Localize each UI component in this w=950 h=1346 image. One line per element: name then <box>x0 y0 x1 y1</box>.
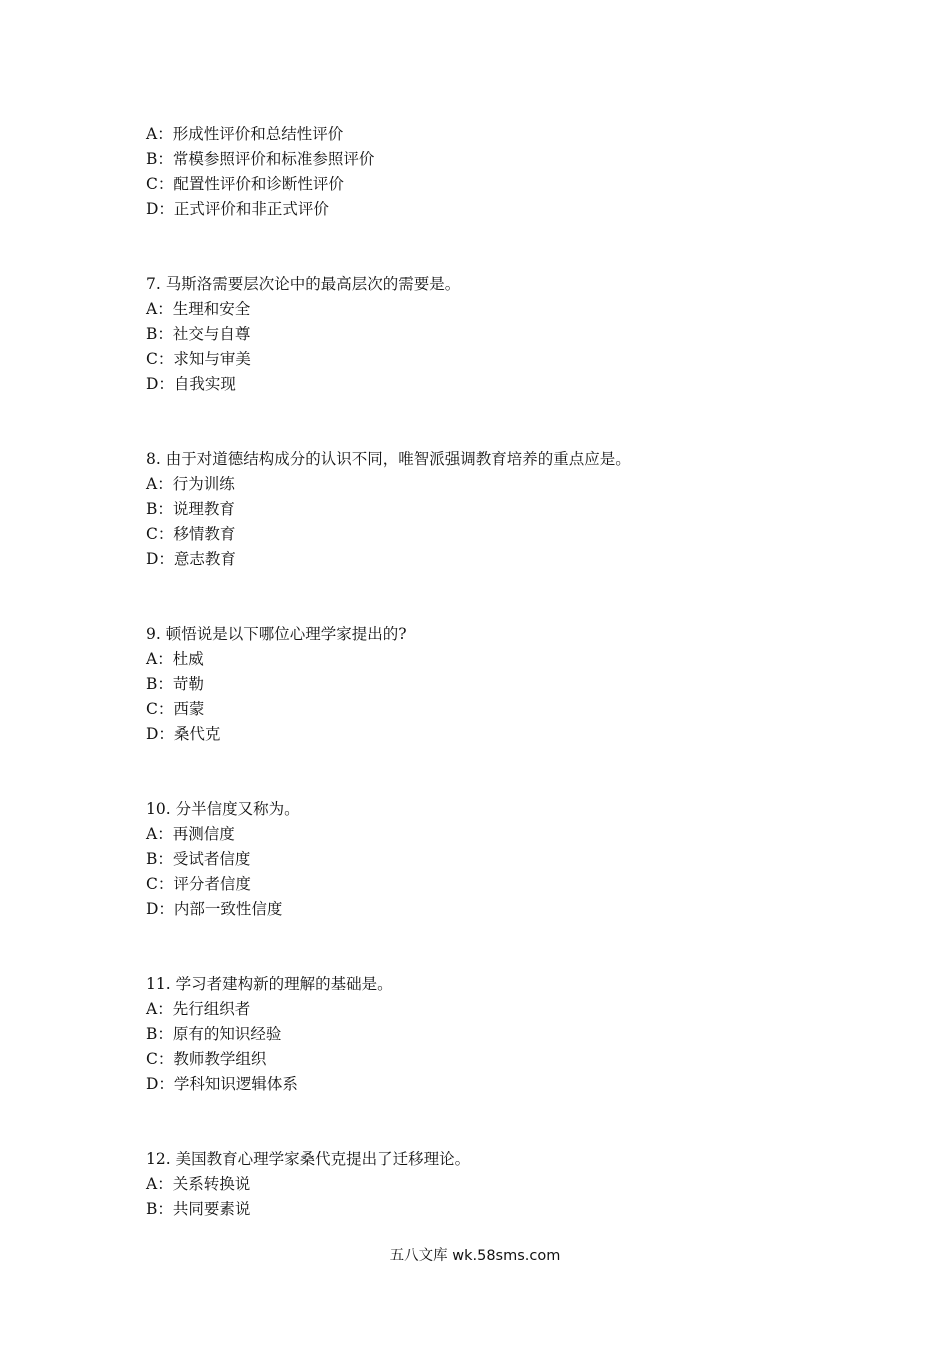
option-d: D：桑代克 <box>146 725 221 743</box>
question-block-10 <box>146 797 866 922</box>
option-a: A：生理和安全 <box>146 300 251 318</box>
option-b: B：原有的知识经验 <box>146 1025 282 1043</box>
option-d: D：学科知识逻辑体系 <box>146 1075 298 1093</box>
question-text: 10. 分半信度又称为。 <box>146 800 300 818</box>
option-a: A：形成性评价和总结性评价 <box>146 125 344 143</box>
option-d: D：内部一致性信度 <box>146 900 283 918</box>
option-c: C：移情教育 <box>146 525 236 543</box>
option-a: A：杜威 <box>146 650 204 668</box>
option-a: A：先行组织者 <box>146 1000 251 1018</box>
page-footer-watermark: 五八文库 wk.58sms.com <box>389 1248 561 1264</box>
question-list <box>146 122 866 1222</box>
option-c: C：配置性评价和诊断性评价 <box>146 175 344 193</box>
option-b: B：共同要素说 <box>146 1200 251 1218</box>
question-block-6-options <box>146 122 866 222</box>
question-text: 9. 顿悟说是以下哪位心理学家提出的? <box>146 625 407 643</box>
option-d: D：正式评价和非正式评价 <box>146 200 329 218</box>
question-block-9 <box>146 622 866 747</box>
question-text: 12. 美国教育心理学家桑代克提出了迁移理论。 <box>146 1150 471 1168</box>
option-b: B：社交与自尊 <box>146 325 251 343</box>
option-c: C：西蒙 <box>146 700 205 718</box>
question-text: 7. 马斯洛需要层次论中的最高层次的需要是。 <box>146 275 461 293</box>
option-a: A：再测信度 <box>146 825 235 843</box>
option-c: C：教师教学组织 <box>146 1050 267 1068</box>
option-b: B：苛勒 <box>146 675 204 693</box>
question-block-12 <box>146 1147 866 1222</box>
option-d: D：意志教育 <box>146 550 236 568</box>
option-b: B：常模参照评价和标准参照评价 <box>146 150 375 168</box>
option-b: B：受试者信度 <box>146 850 251 868</box>
option-a: A：关系转换说 <box>146 1175 251 1193</box>
option-c: C：评分者信度 <box>146 875 251 893</box>
option-c: C：求知与审美 <box>146 350 251 368</box>
option-d: D：自我实现 <box>146 375 236 393</box>
question-block-11 <box>146 972 866 1097</box>
question-text: 11. 学习者建构新的理解的基础是。 <box>146 975 393 993</box>
question-block-8 <box>146 447 866 572</box>
option-b: B：说理教育 <box>146 500 235 518</box>
question-text: 8. 由于对道德结构成分的认识不同，唯智派强调教育培养的重点应是。 <box>146 450 631 468</box>
question-block-7 <box>146 272 866 397</box>
option-a: A：行为训练 <box>146 475 235 493</box>
